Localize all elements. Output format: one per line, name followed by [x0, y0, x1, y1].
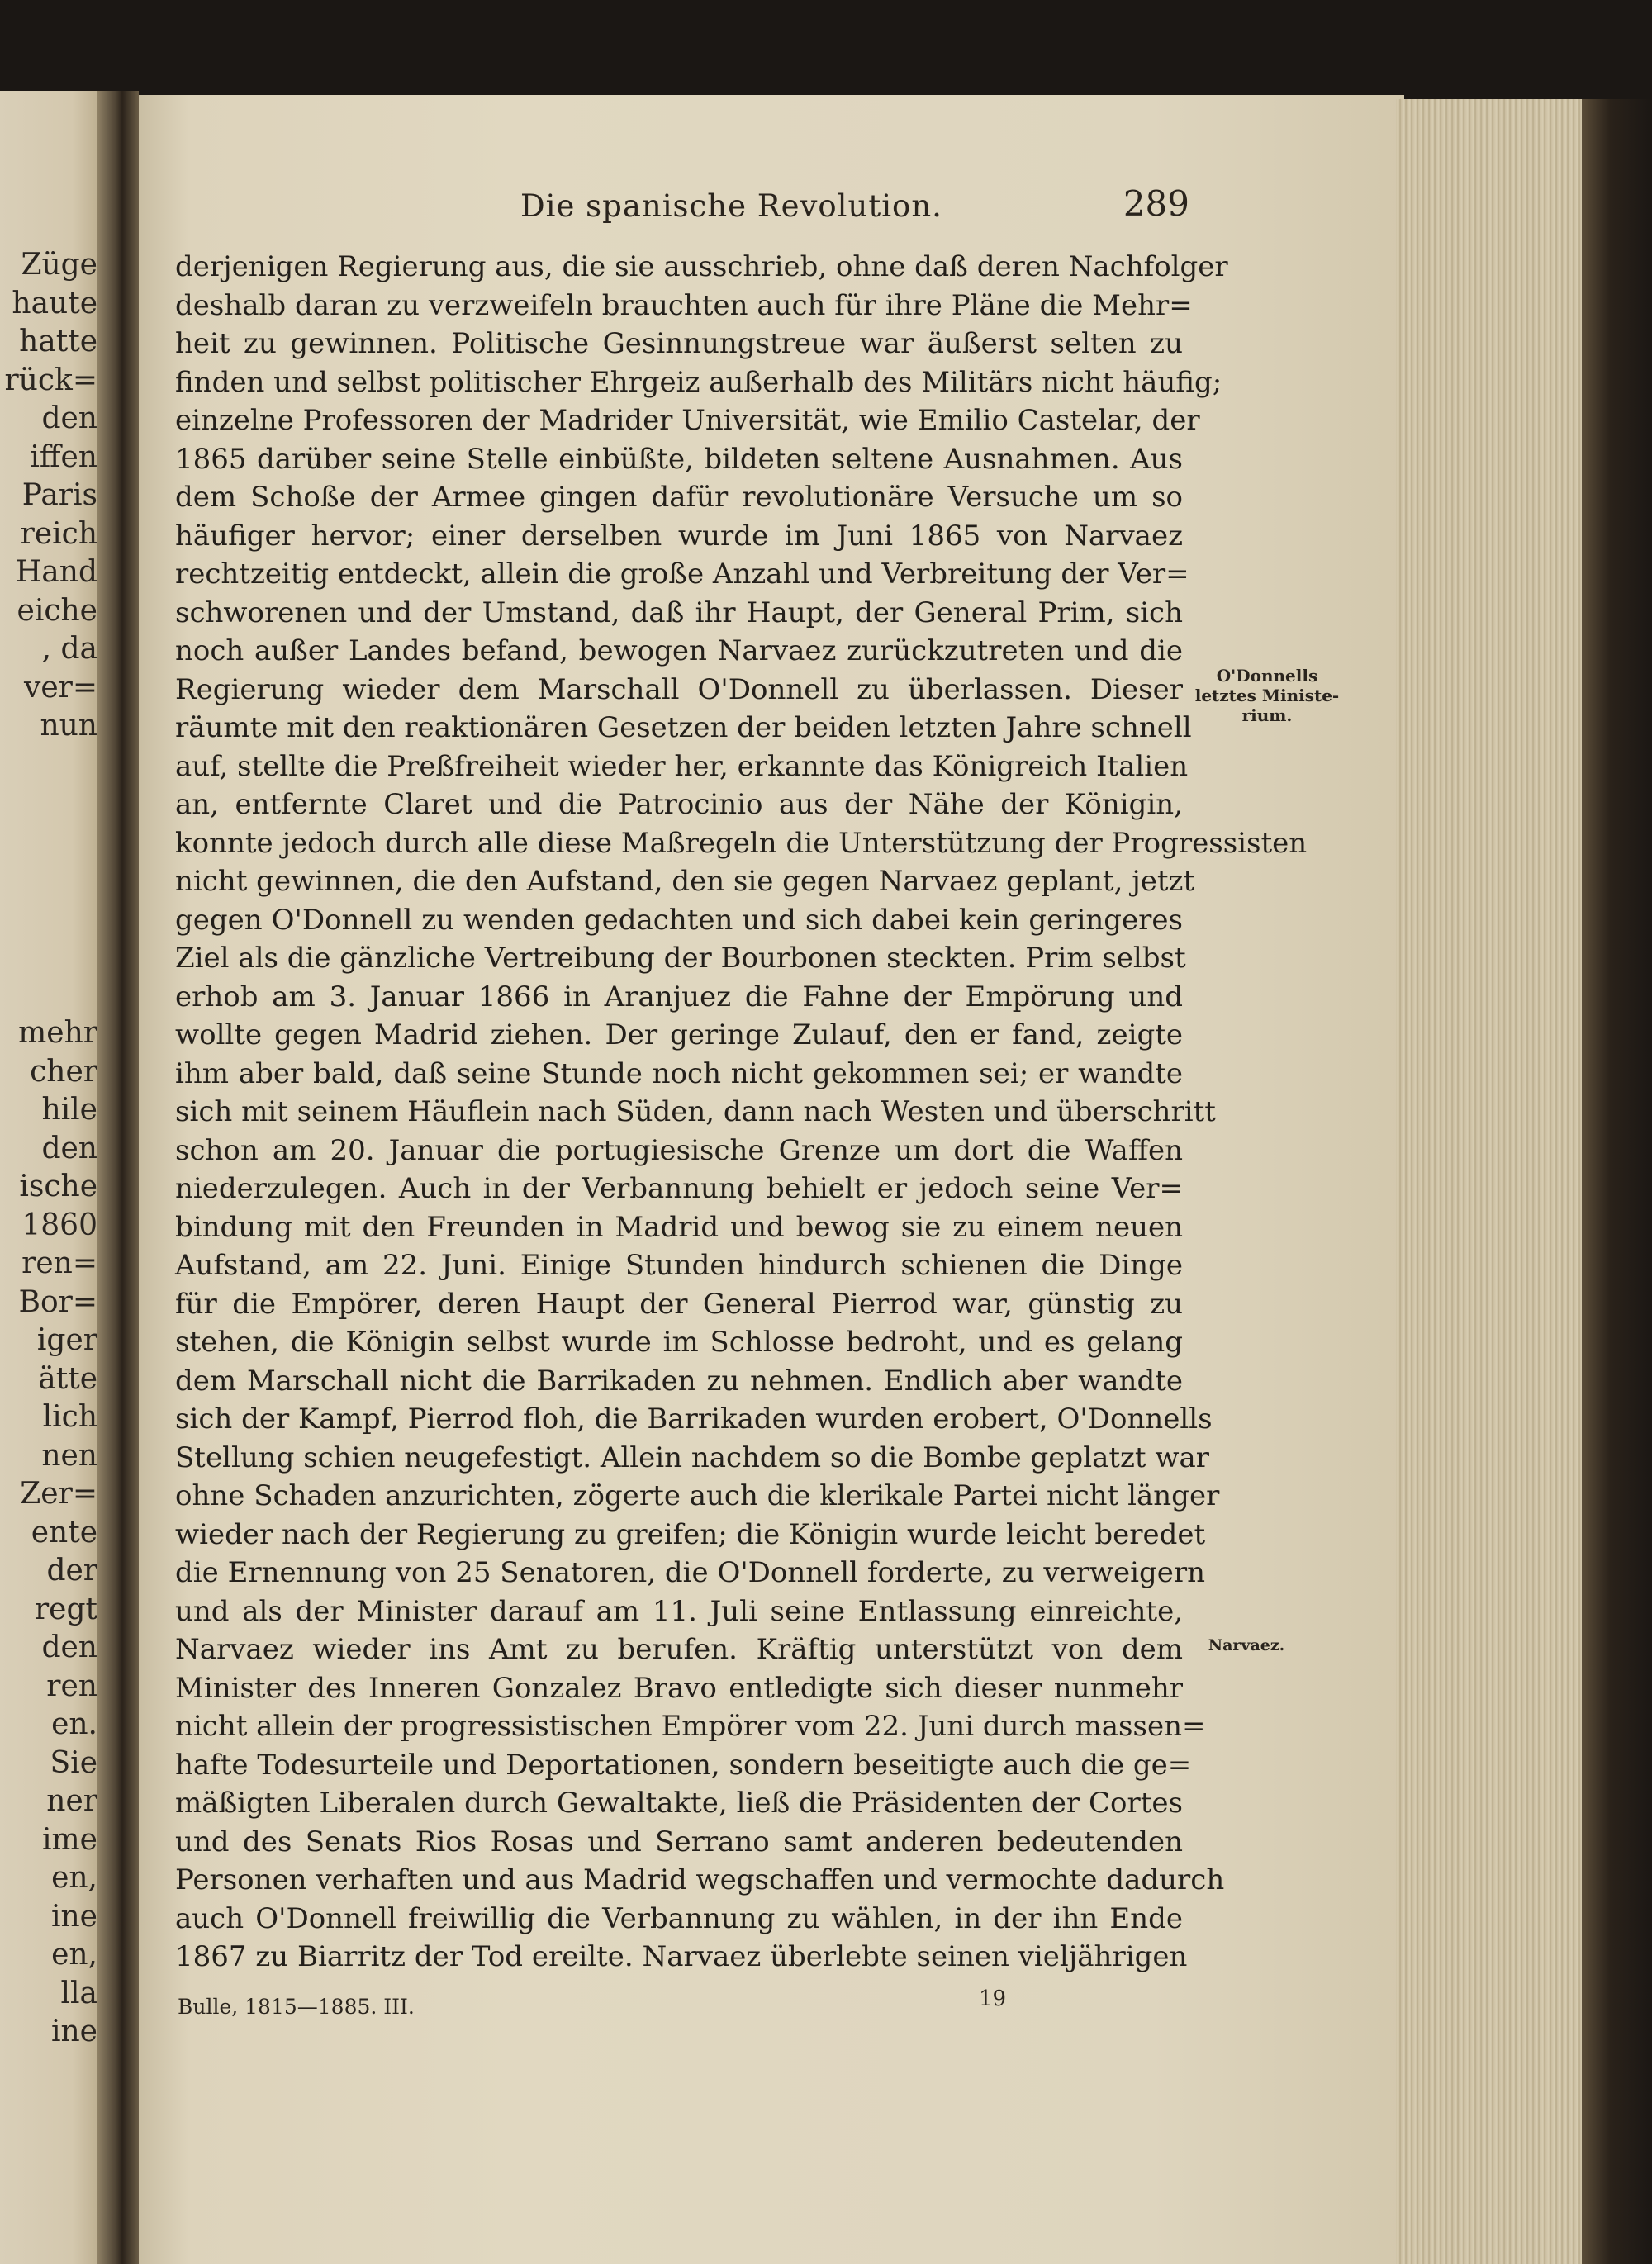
- previous-page-fragment: lich: [42, 1400, 97, 1434]
- text-line: dem Schoße der Armee gingen dafür revolutionäre Versuche um so: [175, 481, 1183, 514]
- text-line: bindung mit den Freunden in Madrid und bewog sie zu einem neuen: [175, 1210, 1183, 1244]
- margin-note-line: rium.: [1241, 705, 1293, 725]
- text-line: und als der Minister darauf am 11. Juli seine Entlassung einreichte,: [175, 1594, 1183, 1628]
- text-line: noch außer Landes befand, bewogen Narvaez zurückzutreten und die: [175, 634, 1183, 667]
- signature-mark: Bulle, 1815—1885. III.: [178, 1995, 415, 2019]
- text-line: die Ernennung von 25 Senatoren, die O'Donnell forderte, zu verweigern: [175, 1556, 1206, 1589]
- previous-page-fragment: en,: [51, 1861, 97, 1895]
- previous-page-fragment: ente: [31, 1515, 97, 1550]
- previous-page-fragment: ische: [19, 1170, 97, 1203]
- text-line: derjenigen Regierung aus, die sie ausschrieb, ohne daß deren Nachfolger: [175, 250, 1228, 283]
- previous-page-fragment: den: [41, 1630, 97, 1664]
- previous-page-fragment: ine: [50, 1899, 97, 1934]
- previous-page-fragment: Bor=: [18, 1284, 97, 1319]
- text-line: heit zu gewinnen. Politische Gesinnungstreue war äußerst selten zu: [175, 327, 1183, 360]
- text-line: wieder nach der Regierung zu greifen; die Königin wurde leicht beredet: [175, 1517, 1206, 1551]
- text-line: gegen O'Donnell zu wenden gedachten und sich dabei kein geringeres: [175, 903, 1183, 937]
- previous-page-fragment: , da: [41, 632, 97, 666]
- text-line: sich mit seinem Häuflein nach Süden, dann nach Westen und überschritt: [175, 1095, 1216, 1128]
- previous-page-fragment: Paris: [21, 478, 97, 512]
- text-line: einzelne Professoren der Madrider Universität, wie Emilio Castelar, der: [175, 404, 1200, 437]
- text-line: erhob am 3. Januar 1866 in Aranjuez die Fahne der Empörung und: [175, 980, 1183, 1013]
- text-line: niederzulegen. Auch in der Verbannung behielt er jedoch seine Ver=: [175, 1172, 1183, 1205]
- text-line: auf, stellte die Preßfreiheit wieder her, erkannte das Königreich Italien: [175, 749, 1189, 783]
- text-line: Personen verhaften und aus Madrid wegschaffen und vermochte dadurch: [175, 1863, 1225, 1896]
- text-line: und des Senats Rios Rosas und Serrano samt anderen bedeutenden: [175, 1825, 1183, 1858]
- previous-page-fragment: iger: [36, 1323, 97, 1357]
- previous-page-fragment: Zer=: [20, 1477, 97, 1511]
- text-line: Aufstand, am 22. Juni. Einige Stunden hindurch schienen die Dinge: [175, 1249, 1183, 1282]
- text-line: Minister des Inneren Gonzalez Bravo entledigte sich dieser nunmehr: [175, 1671, 1183, 1705]
- text-line: deshalb daran zu verzweifeln brauchten auch für ihre Pläne die Mehr=: [175, 288, 1193, 322]
- text-line: nicht allein der progressistischen Empörer vom 22. Juni durch massen=: [175, 1710, 1206, 1743]
- text-line: konnte jedoch durch alle diese Maßregeln die Unterstützung der Progressisten: [175, 826, 1308, 860]
- margin-note-line: letztes Ministe-: [1194, 686, 1340, 705]
- previous-page-fragment: haute: [12, 286, 97, 320]
- previous-page-fragment: nun: [40, 709, 97, 743]
- page-edges: [1396, 99, 1594, 2264]
- text-line: an, entfernte Claret und die Patrocinio aus der Nähe der Königin,: [175, 788, 1183, 821]
- text-line: 1867 zu Biarritz der Tod ereilte. Narvaez überlebte seinen vieljährigen: [175, 1940, 1188, 1973]
- sheet-number: 19: [979, 1986, 1007, 2011]
- previous-page-fragment: hatte: [19, 325, 97, 358]
- previous-page-fragment: den: [41, 401, 97, 435]
- previous-page-fragment: der: [46, 1554, 97, 1588]
- text-line: finden und selbst politischer Ehrgeiz außerhalb des Militärs nicht häufig;: [175, 365, 1222, 399]
- previous-page-fragment: 1860: [21, 1208, 97, 1242]
- previous-page-fragment: hile: [41, 1093, 97, 1127]
- previous-page-fragment: lla: [60, 1976, 97, 2010]
- text-line: auch O'Donnell freiwillig die Verbannung zu wählen, in der ihn Ende: [175, 1901, 1183, 1935]
- text-line: Stellung schien neugefestigt. Allein nachdem so die Bombe geplatzt war: [175, 1441, 1210, 1474]
- text-line: Ziel als die gänzliche Vertreibung der Bourbonen steckten. Prim selbst: [175, 942, 1186, 975]
- previous-page-fragment: nen: [41, 1438, 97, 1473]
- text-line: schon am 20. Januar die portugiesische Grenze um dort die Waffen: [175, 1133, 1183, 1167]
- book-edge-shadow: [1582, 99, 1652, 2264]
- margin-note-odonnell: [1186, 666, 1348, 725]
- text-line: häufiger hervor; einer derselben wurde im Juni 1865 von Narvaez: [175, 519, 1183, 553]
- previous-page-fragment: ren: [46, 1668, 97, 1703]
- previous-page-fragment: reich: [20, 516, 97, 551]
- text-line: 1865 darüber seine Stelle einbüßte, bildeten seltene Ausnahmen. Aus: [175, 442, 1183, 476]
- text-line: rechtzeitig entdeckt, allein die große Anzahl und Verbreitung der Ver=: [175, 558, 1189, 591]
- previous-page-fragment: en.: [51, 1707, 97, 1741]
- page-number: 289: [1123, 183, 1189, 224]
- text-line: für die Empörer, deren Haupt der General Pierrod war, günstig zu: [175, 1287, 1183, 1321]
- text-line: ohne Schaden anzurichten, zögerte auch die klerikale Partei nicht länger: [175, 1479, 1220, 1512]
- text-line: wollte gegen Madrid ziehen. Der geringe Zulauf, den er fand, zeigte: [175, 1018, 1183, 1051]
- text-line: ihm aber bald, daß seine Stunde noch nicht gekommen sei; er wandte: [175, 1056, 1183, 1090]
- text-line: stehen, die Königin selbst wurde im Schlosse bedroht, und es gelang: [175, 1326, 1183, 1359]
- text-line: schworenen und der Umstand, daß ihr Haupt, der General Prim, sich: [175, 596, 1183, 629]
- text-line: dem Marschall nicht die Barrikaden zu nehmen. Endlich aber wandte: [175, 1364, 1183, 1398]
- previous-page-fragment: rück=: [4, 363, 97, 397]
- previous-page-fragment: ine: [50, 2015, 97, 2048]
- margin-note-line: O'Donnells: [1216, 666, 1318, 686]
- running-head: [165, 183, 1189, 238]
- previous-page-fragment: ätte: [38, 1361, 97, 1396]
- previous-page-fragment: ner: [46, 1784, 97, 1818]
- book-gutter: [97, 91, 139, 2264]
- previous-page-fragment: Hand: [15, 555, 97, 589]
- previous-page-fragment: ren=: [21, 1246, 97, 1280]
- margin-note-narvaez: Narvaez.: [1208, 1636, 1285, 1654]
- previous-page-fragment: iffen: [30, 439, 97, 474]
- previous-page-fragment: Züge: [21, 248, 97, 282]
- text-line: räumte mit den reaktionären Gesetzen der beiden letzten Jahre schnell: [175, 711, 1192, 744]
- text-line: mäßigten Liberalen durch Gewaltakte, ließ die Präsidenten der Cortes: [175, 1787, 1183, 1820]
- text-line: Narvaez wieder ins Amt zu berufen. Kräftig unterstützt von dem: [175, 1633, 1183, 1666]
- previous-page-fragment: den: [41, 1131, 97, 1165]
- previous-page-fragment: ime: [42, 1822, 97, 1857]
- previous-page-fragment: mehr: [18, 1016, 97, 1050]
- text-line: hafte Todesurteile und Deportationen, sondern beseitigte auch die ge=: [175, 1748, 1192, 1782]
- previous-page-fragment: eiche: [17, 593, 97, 628]
- previous-page-fragment: Sie: [50, 1745, 97, 1780]
- running-title: Die spanische Revolution.: [520, 188, 942, 224]
- previous-page-fragment: regt: [34, 1592, 97, 1626]
- text-line: nicht gewinnen, die den Aufstand, den sie gegen Narvaez geplant, jetzt: [175, 865, 1195, 898]
- text-line: sich der Kampf, Pierrod floh, die Barrikaden wurden erobert, O'Donnells: [175, 1403, 1213, 1436]
- previous-page-fragment: cher: [30, 1054, 97, 1089]
- previous-page-fragment: ver=: [23, 670, 97, 705]
- previous-page-fragment: en,: [51, 1938, 97, 1972]
- text-line: Regierung wieder dem Marschall O'Donnell zu überlassen. Dieser: [175, 672, 1183, 706]
